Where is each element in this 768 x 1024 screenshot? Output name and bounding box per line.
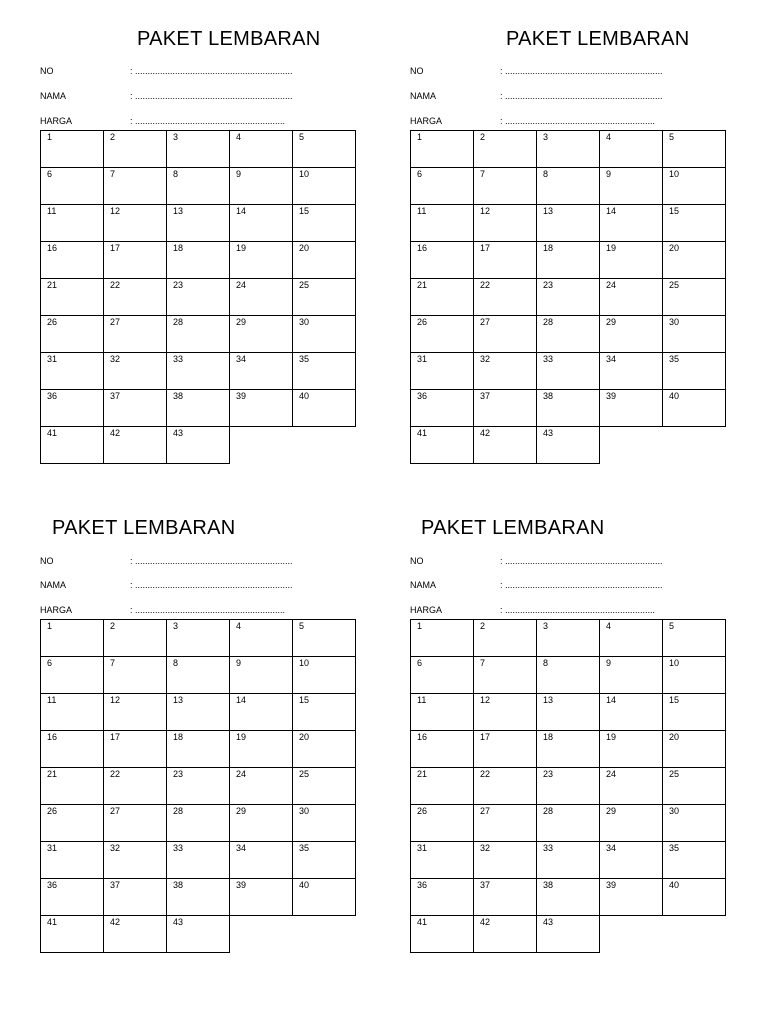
number-cell: 17 bbox=[103, 241, 167, 279]
number-cell: 19 bbox=[599, 241, 663, 279]
number-cell: 35 bbox=[292, 352, 356, 390]
number-cell: 18 bbox=[536, 730, 600, 768]
number-cell: 1 bbox=[40, 130, 104, 168]
field-label: NAMA bbox=[410, 91, 437, 101]
number-cell: 38 bbox=[166, 389, 230, 427]
number-cell: 16 bbox=[410, 241, 474, 279]
number-grid bbox=[410, 130, 725, 463]
number-cell: 20 bbox=[662, 241, 726, 279]
number-cell: 2 bbox=[103, 619, 167, 657]
number-cell: 24 bbox=[599, 767, 663, 805]
number-cell: 21 bbox=[410, 278, 474, 316]
number-cell: 6 bbox=[410, 167, 474, 205]
number-cell: 13 bbox=[536, 693, 600, 731]
field-label: NO bbox=[40, 66, 54, 76]
number-cell: 9 bbox=[229, 656, 293, 694]
number-cell: 20 bbox=[292, 730, 356, 768]
number-cell: 12 bbox=[103, 693, 167, 731]
number-cell: 16 bbox=[410, 730, 474, 768]
number-cell: 25 bbox=[662, 767, 726, 805]
number-cell: 1 bbox=[410, 130, 474, 168]
field-label: HARGA bbox=[410, 605, 443, 615]
number-cell: 19 bbox=[599, 730, 663, 768]
number-cell: 23 bbox=[166, 278, 230, 316]
number-cell: 22 bbox=[473, 767, 537, 805]
number-cell: 7 bbox=[103, 167, 167, 205]
field-label: NO bbox=[40, 556, 54, 566]
number-cell: 42 bbox=[103, 915, 167, 953]
number-cell: 38 bbox=[536, 389, 600, 427]
number-cell: 31 bbox=[40, 352, 104, 390]
number-cell: 39 bbox=[229, 878, 293, 916]
number-cell: 30 bbox=[292, 315, 356, 353]
number-cell: 14 bbox=[599, 204, 663, 242]
sheet-title: PAKET LEMBARAN bbox=[137, 28, 321, 50]
number-cell: 20 bbox=[292, 241, 356, 279]
number-cell: 12 bbox=[473, 693, 537, 731]
number-cell: 6 bbox=[410, 656, 474, 694]
number-cell: 17 bbox=[473, 730, 537, 768]
number-cell: 21 bbox=[410, 767, 474, 805]
field-value: : ............................................................... bbox=[130, 556, 293, 566]
number-cell: 33 bbox=[166, 841, 230, 879]
field-value: : ............................................................... bbox=[130, 66, 293, 76]
number-cell: 33 bbox=[166, 352, 230, 390]
number-cell: 36 bbox=[410, 878, 474, 916]
number-cell: 38 bbox=[166, 878, 230, 916]
number-cell: 15 bbox=[292, 693, 356, 731]
number-cell: 4 bbox=[229, 130, 293, 168]
number-cell: 14 bbox=[599, 693, 663, 731]
number-cell: 42 bbox=[103, 426, 167, 464]
number-cell: 13 bbox=[166, 204, 230, 242]
number-cell: 7 bbox=[473, 167, 537, 205]
number-cell: 12 bbox=[103, 204, 167, 242]
field-value: : ............................................................ bbox=[500, 605, 656, 615]
number-cell: 37 bbox=[473, 878, 537, 916]
number-cell: 4 bbox=[599, 619, 663, 657]
number-cell: 15 bbox=[292, 204, 356, 242]
number-cell: 11 bbox=[410, 204, 474, 242]
number-cell: 21 bbox=[40, 278, 104, 316]
number-cell: 24 bbox=[229, 278, 293, 316]
number-cell: 15 bbox=[662, 693, 726, 731]
number-cell: 41 bbox=[410, 426, 474, 464]
number-cell: 28 bbox=[166, 315, 230, 353]
field-value: : ............................................................... bbox=[500, 66, 663, 76]
number-cell: 39 bbox=[599, 389, 663, 427]
number-cell: 38 bbox=[536, 878, 600, 916]
number-cell: 37 bbox=[103, 389, 167, 427]
number-grid bbox=[40, 130, 355, 463]
number-cell: 29 bbox=[599, 804, 663, 842]
number-cell: 29 bbox=[229, 804, 293, 842]
number-cell: 43 bbox=[166, 915, 230, 953]
field-value: : ............................................................ bbox=[500, 116, 656, 126]
field-value: : ............................................................... bbox=[130, 580, 293, 590]
number-cell: 3 bbox=[536, 619, 600, 657]
number-cell: 29 bbox=[229, 315, 293, 353]
number-cell: 35 bbox=[662, 841, 726, 879]
number-cell: 23 bbox=[166, 767, 230, 805]
number-cell: 22 bbox=[103, 278, 167, 316]
number-cell: 10 bbox=[292, 656, 356, 694]
number-cell: 13 bbox=[536, 204, 600, 242]
number-cell: 34 bbox=[229, 841, 293, 879]
field-value: : ............................................................... bbox=[500, 580, 663, 590]
number-cell: 30 bbox=[292, 804, 356, 842]
number-cell: 41 bbox=[410, 915, 474, 953]
number-cell: 26 bbox=[410, 315, 474, 353]
number-cell: 27 bbox=[473, 315, 537, 353]
number-cell: 17 bbox=[103, 730, 167, 768]
number-cell: 22 bbox=[473, 278, 537, 316]
number-cell: 29 bbox=[599, 315, 663, 353]
number-cell: 40 bbox=[662, 878, 726, 916]
number-grid bbox=[410, 619, 725, 952]
number-cell: 35 bbox=[292, 841, 356, 879]
number-cell: 25 bbox=[292, 278, 356, 316]
number-cell: 16 bbox=[40, 730, 104, 768]
number-cell: 43 bbox=[536, 915, 600, 953]
number-cell: 6 bbox=[40, 167, 104, 205]
number-cell: 11 bbox=[40, 204, 104, 242]
number-cell: 8 bbox=[536, 656, 600, 694]
number-cell: 10 bbox=[662, 167, 726, 205]
number-cell: 7 bbox=[473, 656, 537, 694]
number-cell: 15 bbox=[662, 204, 726, 242]
number-cell: 28 bbox=[536, 804, 600, 842]
number-cell: 3 bbox=[166, 130, 230, 168]
number-cell: 2 bbox=[103, 130, 167, 168]
number-cell: 26 bbox=[40, 315, 104, 353]
number-cell: 40 bbox=[292, 878, 356, 916]
number-cell: 3 bbox=[536, 130, 600, 168]
field-label: NAMA bbox=[40, 580, 67, 590]
sheet-title: PAKET LEMBARAN bbox=[506, 28, 690, 50]
number-cell: 37 bbox=[103, 878, 167, 916]
number-cell: 24 bbox=[229, 767, 293, 805]
number-cell: 9 bbox=[599, 167, 663, 205]
field-value: : ............................................................... bbox=[500, 556, 663, 566]
number-cell: 34 bbox=[229, 352, 293, 390]
number-cell: 40 bbox=[292, 389, 356, 427]
field-value: : ............................................................ bbox=[130, 116, 286, 126]
number-cell: 10 bbox=[292, 167, 356, 205]
field-label: HARGA bbox=[40, 116, 73, 126]
number-cell: 23 bbox=[536, 278, 600, 316]
number-cell: 20 bbox=[662, 730, 726, 768]
number-cell: 19 bbox=[229, 241, 293, 279]
field-value: : ............................................................... bbox=[500, 91, 663, 101]
number-cell: 34 bbox=[599, 352, 663, 390]
number-cell: 26 bbox=[40, 804, 104, 842]
number-cell: 28 bbox=[166, 804, 230, 842]
number-cell: 5 bbox=[662, 619, 726, 657]
field-label: HARGA bbox=[40, 605, 73, 615]
number-cell: 2 bbox=[473, 619, 537, 657]
number-cell: 1 bbox=[40, 619, 104, 657]
number-cell: 39 bbox=[229, 389, 293, 427]
number-cell: 18 bbox=[166, 730, 230, 768]
sheet-title: PAKET LEMBARAN bbox=[52, 517, 236, 539]
number-cell: 1 bbox=[410, 619, 474, 657]
number-cell: 42 bbox=[473, 915, 537, 953]
number-cell: 32 bbox=[103, 352, 167, 390]
number-cell: 5 bbox=[292, 130, 356, 168]
number-cell: 36 bbox=[40, 389, 104, 427]
number-cell: 11 bbox=[40, 693, 104, 731]
number-cell: 14 bbox=[229, 693, 293, 731]
number-cell: 40 bbox=[662, 389, 726, 427]
number-cell: 7 bbox=[103, 656, 167, 694]
number-cell: 34 bbox=[599, 841, 663, 879]
number-cell: 32 bbox=[473, 841, 537, 879]
number-cell: 2 bbox=[473, 130, 537, 168]
number-cell: 43 bbox=[166, 426, 230, 464]
number-cell: 8 bbox=[166, 167, 230, 205]
number-cell: 32 bbox=[103, 841, 167, 879]
sheet-title: PAKET LEMBARAN bbox=[421, 517, 605, 539]
sheet-bottom-right bbox=[410, 516, 728, 976]
number-cell: 36 bbox=[410, 389, 474, 427]
number-cell: 28 bbox=[536, 315, 600, 353]
field-label: HARGA bbox=[410, 116, 443, 126]
number-cell: 11 bbox=[410, 693, 474, 731]
number-cell: 24 bbox=[599, 278, 663, 316]
number-cell: 4 bbox=[599, 130, 663, 168]
number-cell: 14 bbox=[229, 204, 293, 242]
number-grid bbox=[40, 619, 355, 952]
number-cell: 8 bbox=[536, 167, 600, 205]
number-cell: 22 bbox=[103, 767, 167, 805]
number-cell: 27 bbox=[103, 804, 167, 842]
field-value: : ............................................................ bbox=[130, 605, 286, 615]
number-cell: 12 bbox=[473, 204, 537, 242]
number-cell: 9 bbox=[229, 167, 293, 205]
number-cell: 16 bbox=[40, 241, 104, 279]
number-cell: 18 bbox=[536, 241, 600, 279]
number-cell: 6 bbox=[40, 656, 104, 694]
number-cell: 21 bbox=[40, 767, 104, 805]
field-label: NAMA bbox=[40, 91, 67, 101]
number-cell: 23 bbox=[536, 767, 600, 805]
number-cell: 41 bbox=[40, 426, 104, 464]
number-cell: 27 bbox=[473, 804, 537, 842]
sheet-top-right bbox=[410, 27, 728, 487]
number-cell: 17 bbox=[473, 241, 537, 279]
field-label: NO bbox=[410, 556, 424, 566]
number-cell: 33 bbox=[536, 352, 600, 390]
number-cell: 4 bbox=[229, 619, 293, 657]
field-value: : ............................................................... bbox=[130, 91, 293, 101]
field-label: NO bbox=[410, 66, 424, 76]
number-cell: 31 bbox=[410, 841, 474, 879]
number-cell: 30 bbox=[662, 315, 726, 353]
number-cell: 33 bbox=[536, 841, 600, 879]
number-cell: 8 bbox=[166, 656, 230, 694]
number-cell: 35 bbox=[662, 352, 726, 390]
number-cell: 18 bbox=[166, 241, 230, 279]
number-cell: 5 bbox=[662, 130, 726, 168]
number-cell: 3 bbox=[166, 619, 230, 657]
number-cell: 41 bbox=[40, 915, 104, 953]
number-cell: 30 bbox=[662, 804, 726, 842]
number-cell: 13 bbox=[166, 693, 230, 731]
number-cell: 31 bbox=[410, 352, 474, 390]
field-label: NAMA bbox=[410, 580, 437, 590]
number-cell: 27 bbox=[103, 315, 167, 353]
number-cell: 5 bbox=[292, 619, 356, 657]
sheet-bottom-left bbox=[40, 516, 358, 976]
sheet-top-left bbox=[40, 27, 358, 487]
number-cell: 26 bbox=[410, 804, 474, 842]
number-cell: 9 bbox=[599, 656, 663, 694]
number-cell: 37 bbox=[473, 389, 537, 427]
number-cell: 42 bbox=[473, 426, 537, 464]
number-cell: 43 bbox=[536, 426, 600, 464]
number-cell: 25 bbox=[662, 278, 726, 316]
number-cell: 32 bbox=[473, 352, 537, 390]
number-cell: 10 bbox=[662, 656, 726, 694]
number-cell: 25 bbox=[292, 767, 356, 805]
number-cell: 31 bbox=[40, 841, 104, 879]
number-cell: 39 bbox=[599, 878, 663, 916]
number-cell: 19 bbox=[229, 730, 293, 768]
number-cell: 36 bbox=[40, 878, 104, 916]
